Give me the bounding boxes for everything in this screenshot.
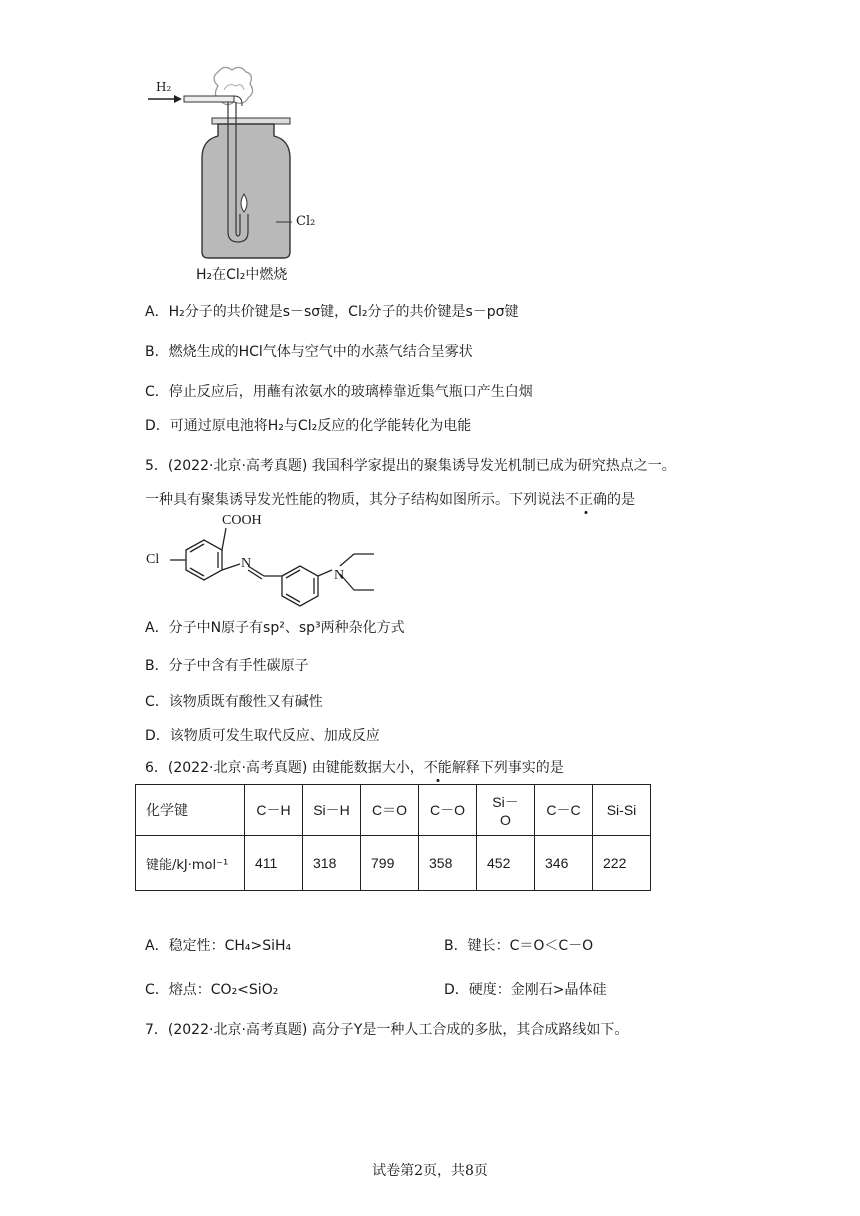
cl2-label: Cl₂: [296, 214, 316, 229]
n-amine-label: N: [334, 568, 345, 583]
q5-stem-emphasis: 不正确: [565, 492, 607, 508]
table-header-cell: Si－H: [303, 785, 361, 836]
table-header-cell: C－O: [419, 785, 477, 836]
table-row: [136, 785, 651, 836]
table-cell: 346: [535, 836, 593, 891]
q5-stem-line1: 5．(2022·北京·高考真题) 我国科学家提出的聚集诱导发光机制已成为研究热点之一。: [145, 458, 676, 474]
cl-label: Cl: [146, 552, 160, 567]
table-cell: 318: [303, 836, 361, 891]
table-header-cell: 化学键: [136, 785, 245, 836]
table-cell: 358: [419, 836, 477, 891]
table-row-label: 键能/kJ·mol⁻¹: [136, 836, 245, 891]
q5-option-a: A．分子中N原子有sp²、sp³两种杂化方式: [145, 620, 405, 636]
table-cell: 222: [593, 836, 651, 891]
h2-cl2-apparatus-figure: [140, 66, 310, 286]
q7-stem: 7．(2022·北京·高考真题) 高分子Y是一种人工合成的多肽，其合成路线如下。: [145, 1022, 629, 1038]
q6-stem-emphasis: 不能: [423, 760, 452, 776]
q4-option-b: B．燃烧生成的HCl气体与空气中的水蒸气结合呈雾状: [145, 344, 473, 360]
page-footer: 试卷第2页，共8页: [372, 1163, 488, 1179]
q4-option-a: A．H₂分子的共价键是s－sσ键，Cl₂分子的共价键是s－pσ键: [145, 304, 519, 320]
table-row: [136, 836, 651, 891]
q5-stem-suffix: 的是: [607, 492, 635, 508]
q5-option-c: C．该物质既有酸性又有碱性: [145, 694, 323, 710]
q6-option-b: B．键长：C＝O＜C－O: [444, 938, 594, 954]
table-cell: 799: [361, 836, 419, 891]
bond-energy-table: [135, 784, 651, 891]
q6-stem-suffix: 解释下列事实的是: [451, 760, 564, 776]
q6-option-c: C．熔点：CO₂<SiO₂: [145, 982, 279, 998]
q6-option-d: D．硬度：金刚石>晶体硅: [444, 982, 607, 998]
q6-option-a: A．稳定性：CH₄>SiH₄: [145, 938, 292, 954]
table-cell: 452: [477, 836, 535, 891]
molecule-structure: [140, 510, 400, 610]
q5-option-b: B．分子中含有手性碳原子: [145, 658, 309, 674]
q5-stem-line2: [145, 490, 635, 510]
h2-label: H₂: [156, 80, 172, 94]
table-header-cell: C－H: [245, 785, 303, 836]
table-cell: 411: [245, 836, 303, 891]
cooh-label: COOH: [222, 513, 262, 528]
table-header-cell: Si－O: [477, 785, 535, 836]
q5-option-d: D．该物质可发生取代反应、加成反应: [145, 728, 380, 744]
table-header-cell: Si-Si: [593, 785, 651, 836]
table-header-cell: C－C: [535, 785, 593, 836]
q4-option-c: C．停止反应后，用蘸有浓氨水的玻璃棒靠近集气瓶口产生白烟: [145, 384, 533, 400]
n-imine-label: N: [241, 556, 252, 571]
figure-caption: H₂在Cl₂中燃烧: [196, 267, 288, 283]
q6-stem-prefix: 6．(2022·北京·高考真题) 由键能数据大小，: [145, 760, 424, 776]
table-header-cell: C＝O: [361, 785, 419, 836]
q6-stem: [145, 758, 564, 778]
q4-option-d: D．可通过原电池将H₂与Cl₂反应的化学能转化为电能: [145, 418, 472, 434]
q5-stem-prefix: 一种具有聚集诱导发光性能的物质，其分子结构如图所示。下列说法: [145, 492, 565, 508]
